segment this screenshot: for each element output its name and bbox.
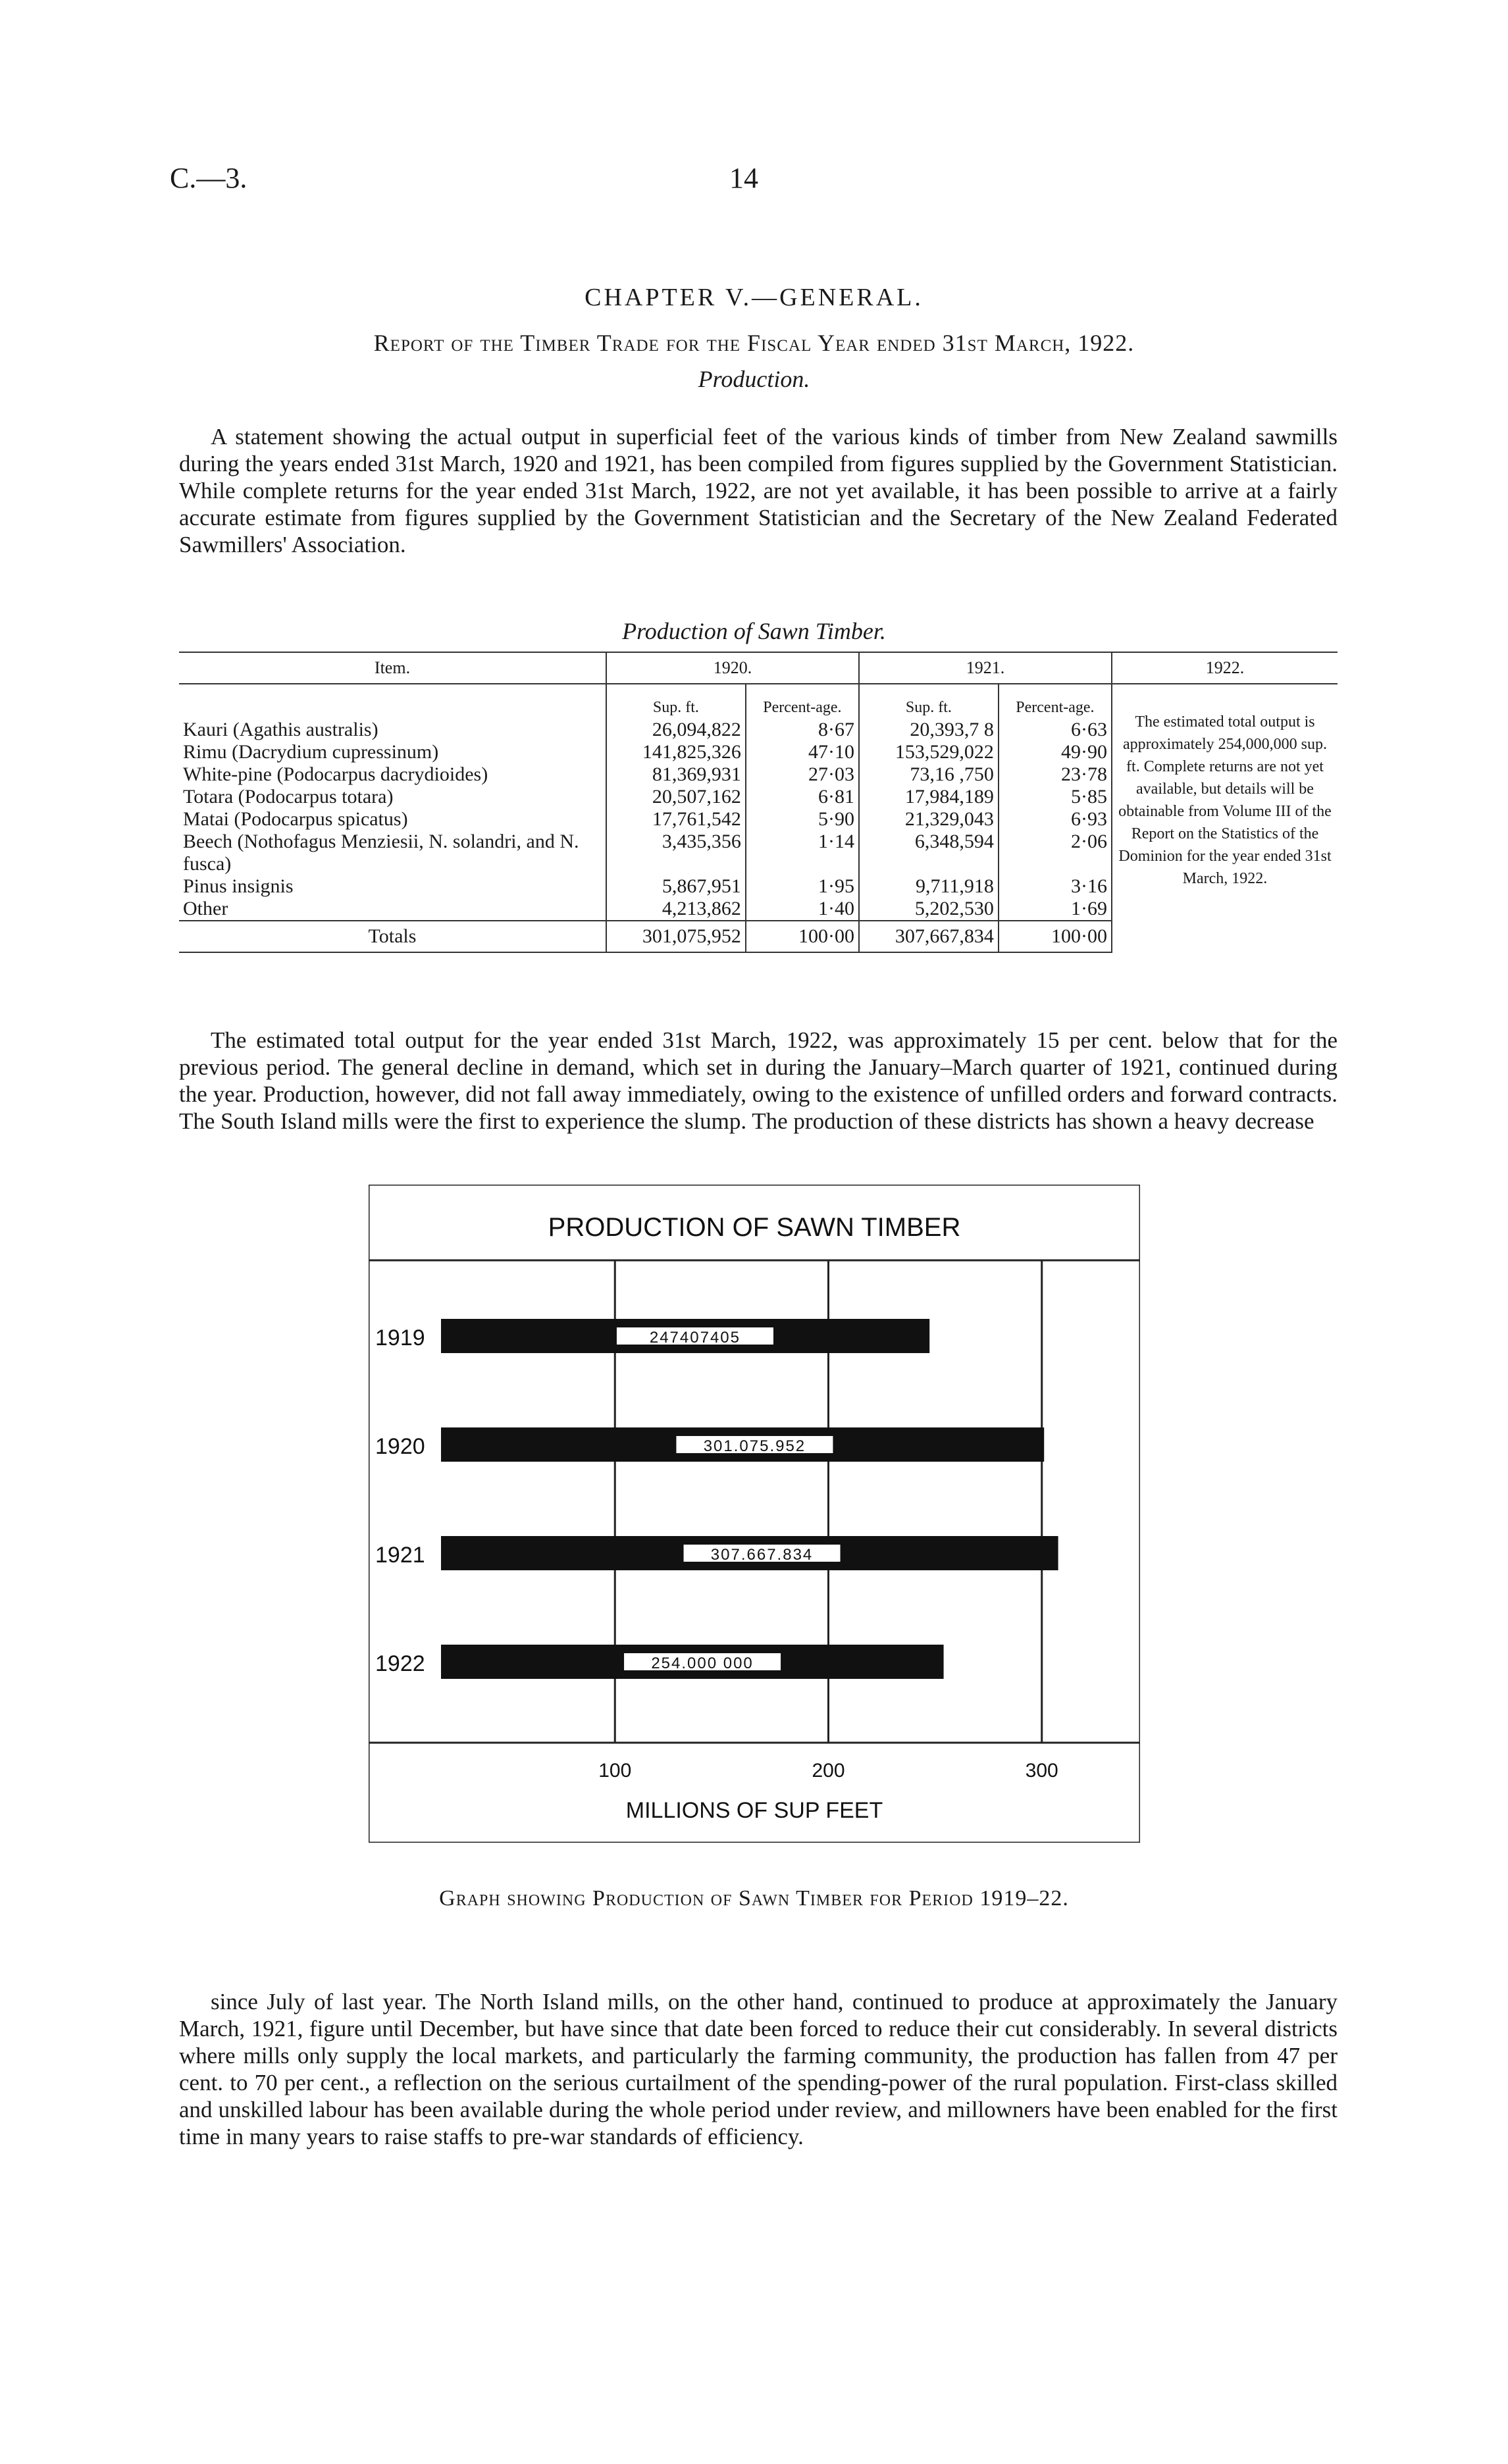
row-pct-1921: 1·69	[999, 898, 1112, 921]
note-1922: The estimated total output is approximately 254,000,000 sup. ft. Complete returns are not yet available, but details will be obtainable from Volume III of the Report on the Statistics of the Dominion for the year ended 31st March, 1922.	[1112, 684, 1338, 952]
subheader-pct-1920: Percent-age.	[746, 684, 859, 719]
row-pct-1920: 1·40	[746, 898, 859, 921]
col-1921: 1921.	[859, 652, 1112, 684]
chart-frame	[369, 1185, 1140, 1843]
row-sup-1921: 73,16 ,750	[859, 763, 999, 786]
row-pct-1920: 8·67	[746, 719, 859, 741]
row-pct-1921: 6·93	[999, 808, 1112, 831]
totals-sup-1921: 307,667,834	[859, 921, 999, 952]
row-sup-1920: 3,435,356	[606, 831, 746, 875]
subheader-sup-1921: Sup. ft.	[859, 684, 999, 719]
x-tick-label: 200	[812, 1760, 845, 1782]
row-sup-1920: 5,867,951	[606, 875, 746, 898]
row-sup-1920: 81,369,931	[606, 763, 746, 786]
row-pct-1921: 6·63	[999, 719, 1112, 741]
row-pct-1921: 2·06	[999, 831, 1112, 875]
paragraph-output-decline: The estimated total output for the year ended 31st March, 1922, was approximately 15 per cent. below that for the previous period. The general decline in demand, which set in during the January–March quarter of 1921, continued during the year. Production, however, did not fall away immediately, owing to the existence of unfilled orders and forward contracts. The South Island mills were the first to experience the slump. The production of these districts has shown a heavy decrease	[179, 1027, 1338, 1134]
row-item: White-pine (Podocarpus dacrydioides)	[183, 763, 488, 785]
production-chart	[369, 1185, 1140, 1843]
row-pct-1920: 1·14	[746, 831, 859, 875]
table-caption: Production of Sawn Timber.	[622, 618, 886, 644]
row-sup-1920: 4,213,862	[606, 898, 746, 921]
bar-data-label: 247407405	[649, 1329, 741, 1347]
row-item: Pinus insignis	[183, 875, 294, 897]
row-item: Totara (Podocarpus totara)	[183, 786, 394, 808]
row-sup-1921: 17,984,189	[859, 786, 999, 808]
row-item: Beech (Nothofagus Menziesii, N. solandri, and N. fusca)	[183, 831, 579, 875]
row-sup-1920: 17,761,542	[606, 808, 746, 831]
row-pct-1920: 27·03	[746, 763, 859, 786]
row-sup-1920: 26,094,822	[606, 719, 746, 741]
col-1922: 1922.	[1112, 652, 1338, 684]
row-sup-1921: 9,711,918	[859, 875, 999, 898]
row-item: Matai (Podocarpus spicatus)	[183, 808, 408, 830]
row-pct-1921: 5·85	[999, 786, 1112, 808]
row-sup-1921: 5,202,530	[859, 898, 999, 921]
subheader-sup-1920: Sup. ft.	[606, 684, 746, 719]
bar-category-label: 1919	[375, 1325, 425, 1350]
bar-category-label: 1922	[375, 1651, 425, 1676]
production-table	[179, 652, 1338, 953]
col-item: Item.	[179, 652, 606, 684]
totals-sup-1920: 301,075,952	[606, 921, 746, 952]
row-pct-1920: 1·95	[746, 875, 859, 898]
bar-category-label: 1920	[375, 1434, 425, 1459]
row-sup-1921: 153,529,022	[859, 741, 999, 763]
row-pct-1920: 5·90	[746, 808, 859, 831]
chart-svg	[369, 1185, 1140, 1843]
row-item: Other	[183, 898, 228, 919]
row-pct-1921: 3·16	[999, 875, 1112, 898]
row-sup-1921: 20,393,7 8	[859, 719, 999, 741]
paragraph-north-island: since July of last year. The North Island mills, on the other hand, continued to produce at approximately the January March, 1921, figure until December, but have since that date been forced to reduce their cut considerably. In several districts where mills only supply the local markets, and particularly the farming community, the production has fallen from 47 per cent. to 70 per cent., a reflection on the serious curtailment of the spending-power of the rural population. First-class skilled and unskilled labour has been available during the whole period under review, and millowners have been enabled for the first time in many years to raise staffs to pre-war standards of efficiency.	[179, 1989, 1338, 2149]
bar-category-label: 1921	[375, 1543, 425, 1568]
totals-pct-1921: 100·00	[999, 921, 1112, 952]
x-tick-label: 100	[598, 1760, 632, 1782]
row-pct-1920: 47·10	[746, 741, 859, 763]
page-reference: C.—3.	[170, 162, 247, 194]
page-number: 14	[729, 162, 758, 194]
row-sup-1920: 20,507,162	[606, 786, 746, 808]
row-item: Kauri (Agathis australis)	[183, 719, 378, 740]
chapter-heading: CHAPTER V.—GENERAL.	[585, 284, 923, 311]
row-pct-1921: 23·78	[999, 763, 1112, 786]
figure-caption: Graph showing Production of Sawn Timber for Period 1919–22.	[439, 1886, 1069, 1911]
row-sup-1921: 6,348,594	[859, 831, 999, 875]
bar-data-label: 301.075.952	[703, 1437, 806, 1455]
bar-data-label: 254.000 000	[651, 1655, 754, 1672]
chart-title: PRODUCTION OF SAWN TIMBER	[548, 1213, 961, 1242]
row-sup-1920: 141,825,326	[606, 741, 746, 763]
report-title: Report of the Timber Trade for the Fiscal Year ended 31st March, 1922.	[373, 330, 1135, 356]
row-pct-1920: 6·81	[746, 786, 859, 808]
section-subheading: Production.	[698, 366, 810, 392]
row-sup-1921: 21,329,043	[859, 808, 999, 831]
intro-paragraph: A statement showing the actual output in superficial feet of the various kinds of timber from New Zealand sawmills during the years ended 31st March, 1920 and 1921, has been compiled from figures supplied by the Government Statistician. While complete returns for the year ended 31st March, 1922, are not yet available, it has been possible to arrive at a fairly accurate estimate from figures supplied by the Government Statistician and the Secretary of the New Zealand Federated Sawmillers' Association.	[179, 424, 1338, 557]
col-1920: 1920.	[606, 652, 859, 684]
x-tick-label: 300	[1025, 1760, 1058, 1782]
row-pct-1921: 49·90	[999, 741, 1112, 763]
totals-pct-1920: 100·00	[746, 921, 859, 952]
bar-data-label: 307.667.834	[710, 1546, 814, 1564]
subheader-pct-1921: Percent-age.	[999, 684, 1112, 719]
row-item: Rimu (Dacrydium cupressinum)	[183, 741, 439, 763]
chart-x-label: MILLIONS OF SUP FEET	[625, 1798, 883, 1823]
totals-label: Totals	[179, 921, 606, 952]
